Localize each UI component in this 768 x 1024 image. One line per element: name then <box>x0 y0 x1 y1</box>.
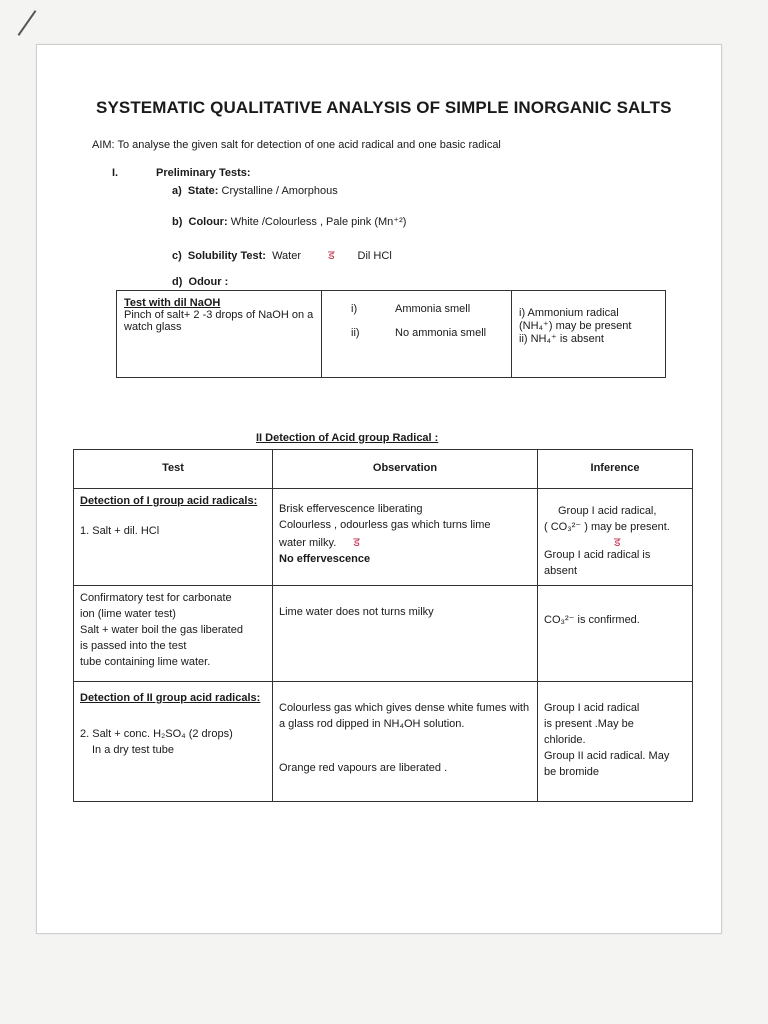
acid-radical-table <box>73 449 693 802</box>
row2-observation: Lime water does not turns milky <box>273 585 538 681</box>
row3-inference: Group I acid radical is present .May be chloride. Group II acid radical. May be bromide <box>538 681 693 801</box>
row1-test: Detection of I group acid radicals: 1. Salt + dil. HCl <box>74 489 273 586</box>
prelim-odour: d) Odour : <box>172 276 229 288</box>
tick-icon: ड <box>353 534 360 549</box>
section-1-number: I. <box>112 167 119 179</box>
odour-table <box>116 290 666 378</box>
row2-test: Confirmatory test for carbonate ion (lime water test) Salt + water boil the gas liberated is passed into the test tube containing lime water. <box>74 585 273 681</box>
section-2-heading: II Detection of Acid group Radical : <box>256 432 439 444</box>
prelim-solubility: c) Solubility Test: Water ड Dil HCl <box>172 248 392 262</box>
row1-inference: Group I acid radical, ( CO₃²⁻ ) may be present. ड Group I acid radical is absent <box>538 489 693 586</box>
page-title: SYSTEMATIC QUALITATIVE ANALYSIS OF SIMPLE INORGANIC SALTS <box>96 98 672 117</box>
header-observation: Observation <box>273 450 538 489</box>
row3-test: Detection of II group acid radicals: 2. Salt + conc. H₂SO₄ (2 drops) In a dry test tube <box>74 681 273 801</box>
tick-icon: ड <box>328 248 335 262</box>
prelim-state: a) State: Crystalline / Amorphous <box>172 185 338 197</box>
header-inference: Inference <box>538 450 693 489</box>
row3-observation: Colourless gas which gives dense white fumes with a glass rod dipped in NH₄OH solution. Orange red vapours are liberated . <box>273 681 538 801</box>
row2-inference: CO₃²⁻ is confirmed. <box>538 585 693 681</box>
odour-test-cell: Test with dil NaOH Pinch of salt+ 2 -3 drops of NaOH on a watch glass <box>117 291 322 378</box>
aim-text: AIM: To analyse the given salt for detection of one acid radical and one basic radical <box>92 139 501 151</box>
tick-icon: ड <box>614 534 621 549</box>
odour-observation-cell: i) Ammonia smell ii) No ammonia smell <box>322 291 512 378</box>
prelim-colour: b) Colour: White /Colourless , Pale pink (Mn⁺²) <box>172 216 407 228</box>
row1-observation: Brisk effervescence liberating Colourless , odourless gas which turns lime water milky. ड No effervescence <box>273 489 538 586</box>
pen-stroke <box>18 10 37 36</box>
section-1-heading: Preliminary Tests: <box>156 167 251 179</box>
header-test: Test <box>74 450 273 489</box>
odour-inference-cell: i) Ammonium radical (NH₄⁺) may be present ii) NH₄⁺ is absent <box>512 291 666 378</box>
